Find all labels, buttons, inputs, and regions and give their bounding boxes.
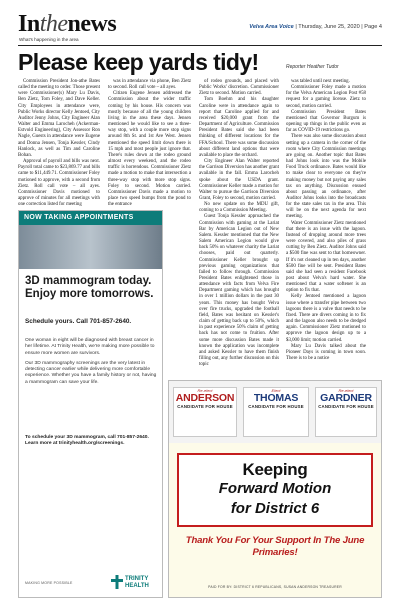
ad-call-to-action: To schedule your 3D mammogram, call 701-857-2640. Learn more at trinityhealth.org/screenings. — [25, 435, 149, 447]
paragraph: was tabled until next meeting. — [291, 79, 350, 84]
masthead-rule — [18, 45, 382, 46]
ad-photo — [19, 225, 162, 269]
article-column-2 — [108, 79, 191, 208]
paragraph: There was also some discussion about setting up a camera in the corner of the room where City Commission meetings are going on. Another topic that Bates had Johns look into was the Mobile Food Truck ordinance. Bates would like to make clear to everyone on they're making money but not paying any sales tax on anything. Discussion ensued about passing an ordinance, after Auditor Johns looks into the broadcasts for the state sales tax in the area. This will be on the next agenda for next meeting. — [286, 134, 366, 220]
sign-gardner: Re-elect GARDNER CANDIDATE FOR HOUSE — [315, 387, 377, 437]
ad-footer — [25, 571, 157, 593]
paragraph: Mary Lu Davis talked about the Pioneer Days is coming in town soon. There is to be a notice — [286, 343, 366, 362]
paragraph: Commission President Jon-athe Bates called the meeting to order. Those present were Commissioner(s) Mary Lu Davis, Ben Zietz, Tom Foley, and Dave Keller. City Employees in attendance were, Public Works director Kelly Jentoed, City Auditor Jenny Johns, City Engineer Alan Walter and Emma Larocheh (Ackerman-Estvold Engineering), City Assessor Ron Nagle, Guests in attendance were Eugene and Donna Jensen, Tonja Kessler, Cindy Hanlock, as well as Tim and Caroline Bohan. — [18, 79, 100, 158]
article-column-1 — [18, 79, 100, 208]
article-byline: Reporter Heather Tudor — [286, 64, 339, 70]
paragraph: City Engineer Alan Walter reported the Garrison Diversion has another grant available in the fall. Emma Larocheh spoke about the USDA grant. Commissioner Keller made a motion for Walter to pursue the Garrison Diversion Grant, Foley to second, motion carried. — [199, 159, 279, 201]
trinity-logo — [111, 575, 155, 591]
issue-date-page: | Thursday, June 25, 2020 | Page 4 — [295, 24, 382, 30]
campaign-message — [169, 443, 381, 597]
article-headline: Please keep yards tidy! — [18, 49, 259, 75]
sign-anderson: Re-elect ANDERSON CANDIDATE FOR HOUSE — [173, 387, 237, 437]
paragraph: was in attendance via phone, Ben Zietz to second. Roll call vote – all ayes. — [108, 79, 191, 91]
paper-name: Velva Area Voice — [249, 24, 294, 30]
message-line-3: for District 6 — [230, 500, 320, 517]
campaign-signs — [169, 381, 381, 443]
message-line-1: Keeping — [242, 460, 308, 479]
message-line-2: Forward Motion — [218, 480, 332, 497]
section-subtitle: What's happening in the area — [19, 37, 79, 42]
paragraph: Guest Tonja Kessler approached the Commission with gaming at the Lariat Bar by American Legion out of New Salem. Kessler mentioned that the New Salem American Legion would give back 50% on whatever charity the Lariat chooses, paid out quarterly. Commissioner Keller brought up previous gaming organizations that failed to follow through. Commission President Bates enlightened those in attendance with facts from Velva Fire Department gaming which has brought in over 1 million dollars in the past 30 years. This money has bought Velva over fire trucks, upgraded the football field, Bates was hesitant on Kessler's claim of getting back up to 50%, which in past experience 50% claim of getting back has not come to fruition. After some more discussion Bates made it known the application was incomplete and asked Kessler to have them finish filling out, any further discussion on this topic — [199, 214, 279, 368]
article-header — [18, 50, 382, 76]
article-column-4 — [286, 79, 366, 375]
thank-you-message: Thank You For Your Support In The June Primaries! — [185, 535, 365, 558]
paragraph: No new update on the MDU gift, coming to a Commission Meeting. — [199, 202, 279, 214]
paragraph: Citizen Eugene Jensen addressed the Commission about the wider traffic coming by his house. His concern was mostly because of all the young children living in the area these days. Jensen mentioned he would like to see a three-way stop, with a couple more stop signs around 8th St. and 1st Ave West. Jensen mentioned the speed limit down there is 15 mph and most people just ignore that. There's rules down at the rodeo ground almost every weekend, and the rodeo traffic is horrendous. Commissioner Zietz made a motion to make that intersection a three-way stop with more stop signs. Foley to second. Motion carried. Commissioner Davis made a motion to place two speed bumps from the pond to the entrance — [108, 91, 191, 208]
paragraph: Approval of payroll and bills was next. Payroll total came to $23,869.77 and bills came to $11,449.71. Commissioner Foley motioned to approve, with a second from Zietz. Roll call vote – all ayes. Commissioner Davis motioned to approve of minutes for all meetings with one correction listed for meeting — [18, 159, 100, 208]
paragraph: of rodeo grounds, and placed with Public Works' discretion. Commissioner Zietz to second. Motion carried. — [199, 79, 279, 97]
trinity-health-ad[interactable] — [18, 210, 163, 598]
appointments-banner: NOW TAKING APPOINTMENTS — [19, 211, 162, 225]
keeping-forward-box — [177, 453, 373, 527]
paragraph: Commission President Bates mentioned that Governor Burgum is opening up things in the public even as far as COVID-19 restrictions go. — [286, 109, 366, 134]
ad-headline: 3D mammogram today. Enjoy more tomorrows. — [25, 275, 154, 300]
trinity-cross-icon — [111, 575, 123, 589]
sign-thomas: Elect THOMAS CANDIDATE FOR HOUSE — [243, 387, 309, 437]
ad-paragraph: Our 3D mammography screenings are the very latest in detecting cancer earlier while delivering more comfortable experience. Whether you have a family history or not, having a mammogram can save your life. — [25, 360, 157, 385]
ad-body — [25, 338, 157, 390]
trinity-logo-text: TRINITY HEALTH — [125, 576, 149, 589]
issue-info — [249, 24, 382, 30]
paragraph: Commissioner Foley made a motion for the Velva American Legion Post #58 request for a gaming license. Zietz to second, motion carried. — [286, 85, 366, 109]
paid-for-disclaimer: PAID FOR BY: DISTRICT 6 REPUBLICANS, SUSAN ANDERSON TREASURER — [208, 585, 342, 589]
masthead — [18, 10, 382, 46]
ad-tagline: MAKING MORE POSSIBLE — [25, 581, 73, 585]
section-title: Inthenews — [18, 11, 117, 37]
paragraph: Tom Boehm and his daughter Caroline were in attendance again to report that Caroline applied for and received $20,000 grant from the Department of Agriculture. Commission President Bates said she had been thinking of different locations for the FFA/School. There was some discussion about different land options that were available to place the orchard. — [199, 97, 279, 158]
ad-schedule-line: Schedule yours. Call 701-857-2640. — [25, 318, 132, 325]
ad-paragraph: One woman in eight will be diagnosed with breast cancer in her lifetime. At Trinity Health, we're making more possible to ensure more women are survivors. — [25, 338, 155, 356]
district-6-ad[interactable] — [168, 380, 382, 598]
paragraph: Water Commissioner Zietz mentioned that there is an issue with the lagoon. Instead of dropping around more trees were covered, and also piles of grass cutting by Ben Zietz. Auditor Johns said a $500 fine was sent to that homeowner. If it's not cleaned up in ten days, another $500 fine will be sent. President Bates said she had seen a resident Facebook post about Velva's hard water. She mentioned that a water softener is an option to fix that. — [286, 220, 366, 294]
paragraph: Kelly Jentoed mentioned a lagoon issue where a transfer pipe between two lagoons there is a valve that needs to be fixed. There are divers coming in to fix and the lagoon also needs to be dredged again. Commissioner Zietz motioned to approve the lagoon design up to a $3,000 limit; motion carried. — [286, 294, 366, 343]
article-column-3 — [199, 79, 279, 375]
